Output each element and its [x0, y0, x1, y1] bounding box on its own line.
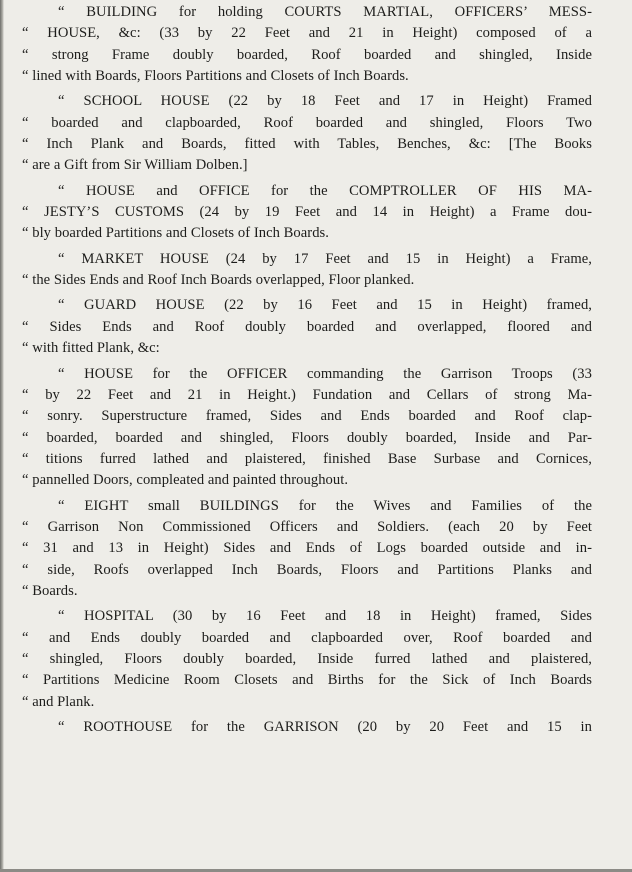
text-line: “ and Plank.: [22, 693, 95, 710]
paragraph-customs-office: [22, 181, 592, 245]
text-line: “ pannelled Doors, compleated and painted throughout.: [22, 472, 349, 489]
text-line: “ EIGHT small BUILDINGS for the Wives and Families of the: [58, 497, 592, 514]
paragraph-market-house: [22, 249, 592, 292]
text-line: “ boarded and clapboarded, Roof boarded and shingled, Floors Two: [22, 114, 592, 131]
paragraph-officer-house: [22, 364, 592, 492]
text-line: “ 31 and 13 in Height) Sides and Ends of Logs boarded outside and in-: [22, 540, 592, 557]
text-line: “ shingled, Floors doubly boarded, Inside furred lathed and plaistered,: [22, 650, 592, 667]
text-line: “ HOUSE, &c: (33 by 22 Feet and 21 in Height) composed of a: [22, 25, 592, 42]
text-line: “ MARKET HOUSE (24 by 17 Feet and 15 in Height) a Frame,: [58, 250, 592, 267]
text-line: “ BUILDING for holding COURTS MARTIAL, OFFICERS’ MESS-: [58, 4, 592, 20]
text-line: “ GUARD HOUSE (22 by 16 Feet and 15 in Height) framed,: [58, 297, 592, 314]
text-line: “ Boards.: [22, 582, 78, 599]
text-line: “ are a Gift from Sir William Dolben.]: [22, 157, 248, 174]
text-line: “ Inch Plank and Boards, fitted with Tables, Benches, &c: [The Books: [22, 136, 592, 153]
text-line: “ by 22 Feet and 21 in Height.) Fundation and Cellars of strong Ma-: [22, 386, 592, 403]
text-line: “ HOUSE for the OFFICER commanding the Garrison Troops (33: [58, 365, 592, 382]
text-line: “ bly boarded Partitions and Closets of Inch Boards.: [22, 225, 329, 242]
paragraph-school-house: [22, 91, 592, 176]
text-line: “ strong Frame doubly boarded, Roof boarded and shingled, Inside: [22, 46, 592, 63]
text-line: “ JESTY’S CUSTOMS (24 by 19 Feet and 14 in Height) a Frame dou-: [22, 204, 592, 221]
paragraph-mess-house: [22, 2, 592, 87]
text-line: “ sonry. Superstructure framed, Sides and Ends boarded and Roof clap-: [22, 408, 592, 425]
text-line: “ ROOTHOUSE for the GARRISON (20 by 20 Feet and 15 in: [58, 719, 592, 735]
text-line: “ with fitted Plank, &c:: [22, 340, 160, 357]
text-line: “ boarded, boarded and shingled, Floors doubly boarded, Inside and Par-: [22, 429, 592, 446]
paragraph-eight-buildings: [22, 496, 592, 603]
text-line: “ Sides Ends and Roof doubly boarded and overlapped, floored and: [22, 318, 592, 335]
text-column: [22, 2, 592, 738]
text-line: “ side, Roofs overlapped Inch Boards, Floors and Partitions Planks and: [22, 561, 592, 578]
text-line: “ the Sides Ends and Roof Inch Boards overlapped, Floor planked.: [22, 272, 415, 289]
text-line: “ HOSPITAL (30 by 16 Feet and 18 in Height) framed, Sides: [58, 608, 592, 625]
paragraph-guard-house: [22, 295, 592, 359]
text-line: “ and Ends doubly boarded and clapboarded over, Roof boarded and: [22, 629, 592, 646]
text-line: “ SCHOOL HOUSE (22 by 18 Feet and 17 in Height) Framed: [58, 93, 592, 110]
paragraph-hospital: [22, 606, 592, 713]
text-line: “ Garrison Non Commissioned Officers and Soldiers. (each 20 by Feet: [22, 518, 592, 535]
text-line: “ titions furred lathed and plaistered, finished Base Surbase and Cornices,: [22, 450, 592, 467]
text-line: “ HOUSE and OFFICE for the COMPTROLLER OF HIS MA-: [58, 182, 592, 199]
paragraph-roothouse: [22, 717, 592, 738]
text-line: “ lined with Boards, Floors Partitions and Closets of Inch Boards.: [22, 68, 409, 85]
column-rule: [0, 0, 4, 872]
text-line: “ Partitions Medicine Room Closets and Births for the Sick of Inch Boards: [22, 672, 592, 689]
